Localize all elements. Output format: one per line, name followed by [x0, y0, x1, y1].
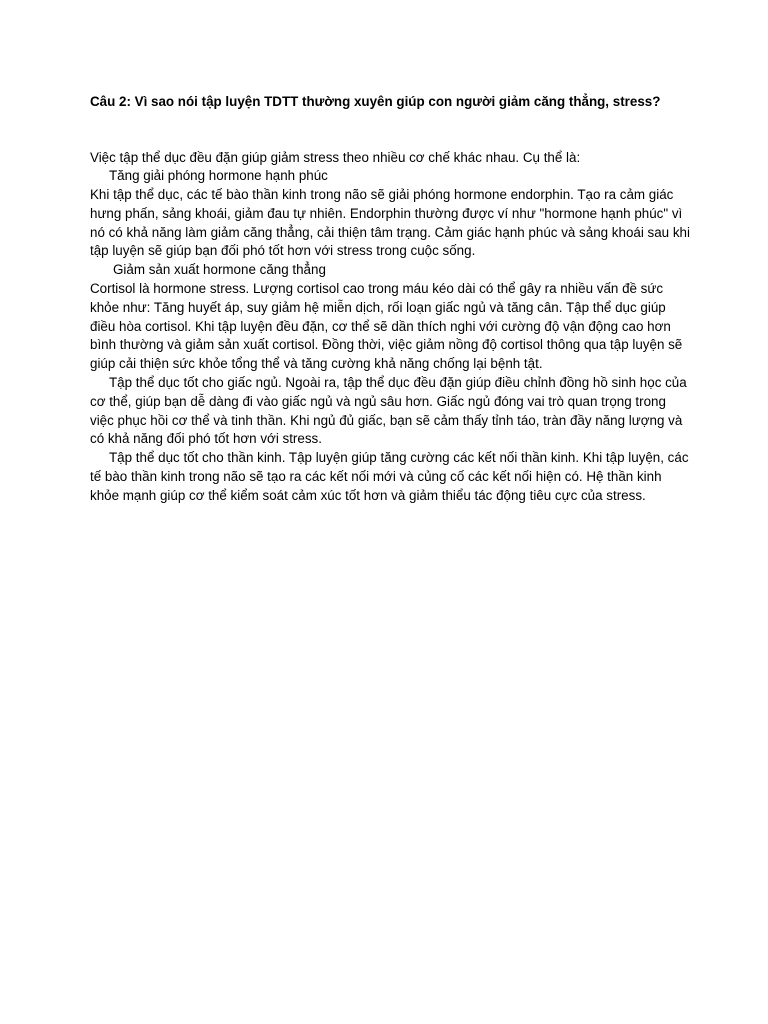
- section-1-title: Tăng giải phóng hormone hạnh phúc: [109, 168, 328, 184]
- section-1-body: Khi tập thể dục, các tế bào thần kinh trong não sẽ giải phóng hormone endorphin. Tạo ra cảm giác hưng phấn, sảng khoái, giảm đau tự nhiên. Endorphin thường được ví như "hormone hạnh phúc" vì nó có khả năng làm giảm căng thẳng, cải thiện tâm trạng. Cảm giác hạnh phúc và sảng khoái sau khi tập luyện sẽ giúp bạn đối phó tốt hơn với stress trong cuộc sống.: [90, 187, 690, 259]
- question-heading: Câu 2: Vì sao nói tập luyện TDTT thường xuyên giúp con người giảm căng thẳng, stress?: [90, 94, 661, 109]
- section-4-body: Tập thể dục tốt cho thần kinh. Tập luyện giúp tăng cường các kết nối thần kinh. Khi tập luyện, các tế bào thần kinh trong não sẽ tạo ra các kết nối mới và củng cố các kết nối hiện có. Hệ thần kinh khỏe mạnh giúp cơ thể kiểm soát cảm xúc tốt hơn và giảm thiểu tác động tiêu cực của stress.: [90, 450, 689, 503]
- spacer: [90, 130, 690, 149]
- section-3-body: Tập thể dục tốt cho giấc ngủ. Ngoài ra, tập thể dục đều đặn giúp điều chỉnh đồng hồ sinh học của cơ thể, giúp bạn dễ dàng đi vào giấc ngủ và ngủ sâu hơn. Giấc ngủ đóng vai trò quan trọng trong việc phục hồi cơ thể và tinh thần. Khi ngủ đủ giấc, bạn sẽ cảm thấy tỉnh táo, tràn đầy năng lượng và có khả năng đối phó tốt hơn với stress.: [90, 375, 687, 447]
- section-2-title: Giảm sản xuất hormone căng thẳng: [113, 262, 326, 278]
- section-2-body: Cortisol là hormone stress. Lượng cortisol cao trong máu kéo dài có thể gây ra nhiều vấn đề sức khỏe như: Tăng huyết áp, suy giảm hệ miễn dịch, rối loạn giấc ngủ và tăng cân. Tập thể dục giúp điều hòa cortisol. Khi tập luyện đều đặn, cơ thể sẽ dần thích nghi với cường độ vận động cao hơn bình thường và giảm sản xuất cortisol. Đồng thời, việc giảm nồng độ cortisol thông qua tập luyện sẽ giúp cải thiện sức khỏe tổng thể và tăng cường khả năng chống lại bệnh tật.: [90, 281, 683, 372]
- document-page: [90, 92, 690, 506]
- intro-text: Việc tập thể dục đều đặn giúp giảm stress theo nhiều cơ chế khác nhau. Cụ thể là:: [90, 149, 581, 165]
